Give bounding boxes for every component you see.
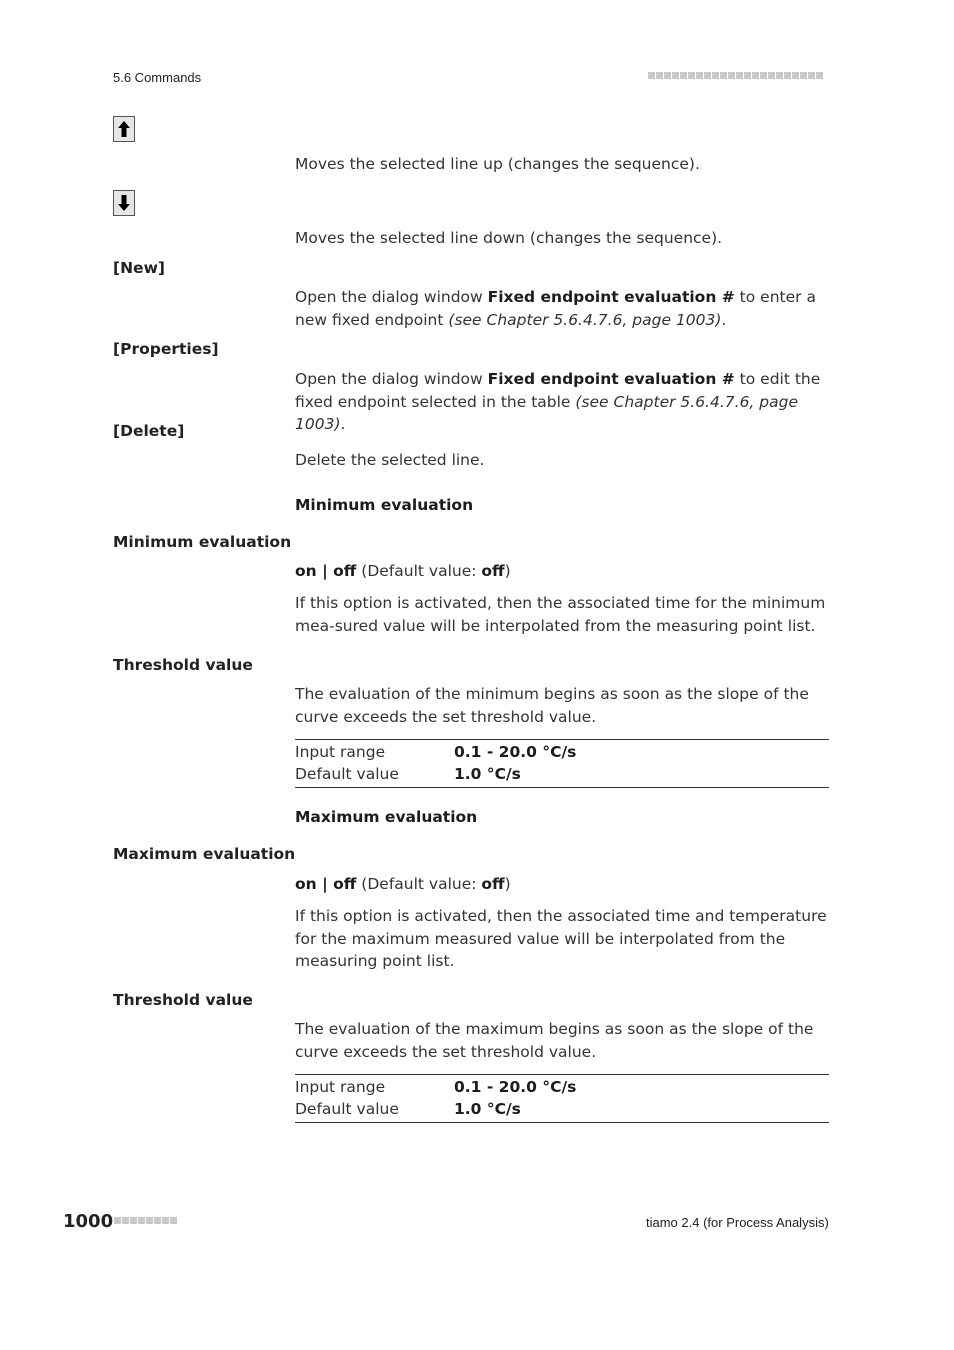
maximum-threshold-table xyxy=(295,1074,829,1123)
maximum-threshold-description: The evaluation of the maximum begins as soon as the slope of the curve exceeds the set threshold value. xyxy=(295,1020,814,1061)
delete-term: [Delete] xyxy=(113,422,185,440)
maximum-term: Maximum evaluation xyxy=(113,845,296,863)
table-row xyxy=(295,763,829,785)
default-value-value: 1.0 °C/s xyxy=(454,765,521,783)
header-decoration xyxy=(648,72,823,79)
minimum-threshold-term: Threshold value xyxy=(113,656,253,674)
running-header-section: 5.6 Commands xyxy=(113,70,202,85)
minimum-options: on | off (Default value: off) xyxy=(295,562,511,580)
maximum-threshold-term: Threshold value xyxy=(113,991,253,1009)
minimum-heading: Minimum evaluation xyxy=(295,496,474,514)
maximum-description: If this option is activated, then the associated time and temperature for the maximum measured value will be interpolated from the measuring point list. xyxy=(295,907,827,970)
footer-decoration xyxy=(114,1217,177,1224)
maximum-options: on | off (Default value: off) xyxy=(295,875,511,893)
properties-term: [Properties] xyxy=(113,340,219,358)
table-row xyxy=(295,1098,829,1120)
delete-description: Delete the selected line. xyxy=(295,451,485,469)
input-range-value: 0.1 - 20.0 °C/s xyxy=(454,1078,577,1096)
arrow-up-icon xyxy=(113,116,135,142)
input-range-label: Input range xyxy=(295,743,386,761)
arrow-down-icon xyxy=(113,190,135,216)
minimum-description: If this option is activated, then the associated time for the minimum mea-sured value will be interpolated from the measuring point list. xyxy=(295,594,826,635)
default-value-value: 1.0 °C/s xyxy=(454,1100,521,1118)
minimum-term: Minimum evaluation xyxy=(113,533,292,551)
default-value-label: Default value xyxy=(295,765,399,783)
input-range-label: Input range xyxy=(295,1078,386,1096)
maximum-heading: Maximum evaluation xyxy=(295,808,478,826)
move-down-description: Moves the selected line down (changes the sequence). xyxy=(295,229,723,247)
default-value-label: Default value xyxy=(295,1100,399,1118)
minimum-threshold-table xyxy=(295,739,829,788)
new-description: Open the dialog window Fixed endpoint evaluation # to enter a new fixed endpoint (see Chapter 5.6.4.7.6, page 1003). xyxy=(295,288,816,329)
new-term: [New] xyxy=(113,259,165,277)
page-number: 1000 xyxy=(63,1211,114,1232)
table-row xyxy=(295,1076,829,1098)
table-row xyxy=(295,741,829,763)
properties-description: Open the dialog window Fixed endpoint evaluation # to edit the fixed endpoint selected in the table (see Chapter 5.6.4.7.6, page 1003). xyxy=(295,370,821,433)
input-range-value: 0.1 - 20.0 °C/s xyxy=(454,743,577,761)
move-up-description: Moves the selected line up (changes the sequence). xyxy=(295,155,700,173)
footer-product: tiamo 2.4 (for Process Analysis) xyxy=(646,1215,829,1230)
minimum-threshold-description: The evaluation of the minimum begins as soon as the slope of the curve exceeds the set threshold value. xyxy=(295,685,809,726)
